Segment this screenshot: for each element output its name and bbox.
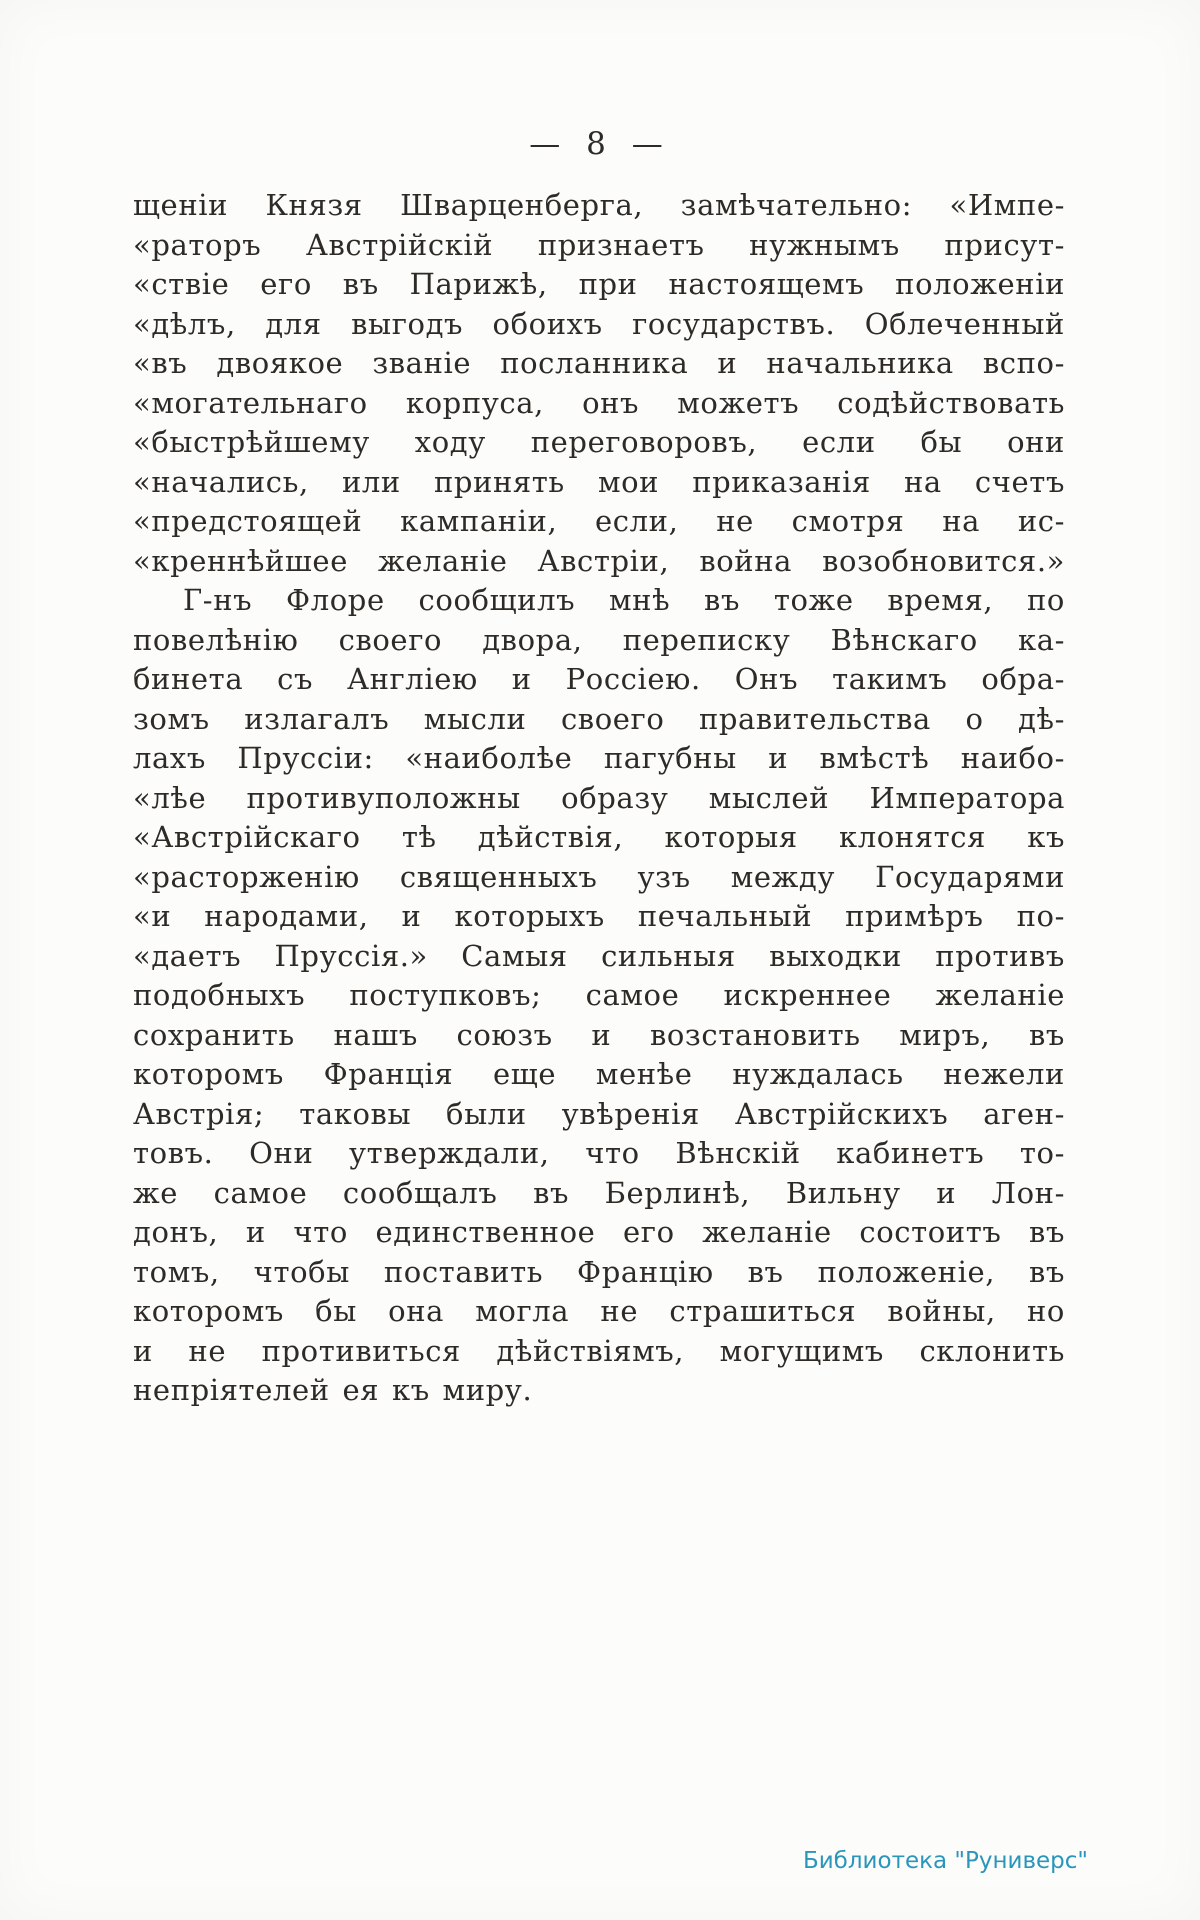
text-line: Австрія; таковы были увѣренія Австрійскихъ аген- [133, 1096, 1065, 1131]
text-line: бинета съ Англіею и Россіею. Онъ такимъ обра- [133, 662, 1065, 696]
text-line: лахъ Пруссіи: «наиболѣе пагубны и вмѣстѣ наибо- [133, 741, 1065, 775]
text-line: «даетъ Пруссія.» Самыя сильныя выходки противъ [133, 938, 1065, 973]
text-line: «ствіе его въ Парижѣ, при настоящемъ положеніи [133, 267, 1065, 301]
paragraph-main [133, 581, 1065, 1411]
paragraph-quote [133, 186, 1065, 581]
text-line: щеніи Князя Шварценберга, замѣчательно: «Импе- [133, 188, 1065, 222]
text-line: подобныхъ поступковъ; самое искреннее желаніе [133, 978, 1065, 1012]
text-line: томъ, чтобы поставить Францію въ положеніе, въ [133, 1254, 1065, 1289]
text-line: «начались, или принять мои приказанія на счетъ [133, 464, 1065, 499]
text-line: «дѣлъ, для выгодъ обоихъ государствъ. Облеченный [133, 306, 1065, 341]
body-text [133, 186, 1065, 1411]
text-line: зомъ излагалъ мысли своего правительства о дѣ- [133, 701, 1065, 736]
library-watermark: Библиотека "Руниверс" [802, 1848, 1088, 1874]
text-line: «расторженію священныхъ узъ между Государями [133, 859, 1065, 894]
text-line: Г-нъ Флоре сообщилъ мнѣ въ тоже время, по [183, 583, 1065, 617]
text-line: непріятелей ея къ миру. [133, 1373, 533, 1407]
text-line: «Австрійскаго тѣ дѣйствія, которыя клонятся къ [133, 820, 1065, 854]
text-line: и не противиться дѣйствіямъ, могущимъ склонить [133, 1333, 1065, 1368]
text-line: которомъ Франція еще менѣе нуждалась нежели [133, 1057, 1065, 1091]
text-line: «предстоящей кампаніи, если, не смотря на ис- [133, 504, 1065, 538]
text-line: «быстрѣйшему ходу переговоровъ, если бы они [133, 425, 1065, 459]
text-line: донъ, и что единственное его желаніе состоитъ въ [133, 1215, 1065, 1249]
text-line: которомъ бы она могла не страшиться войны, но [133, 1294, 1065, 1328]
text-line: «въ двоякое званіе посланника и начальника вспо- [133, 346, 1065, 380]
text-line: товъ. Они утверждали, что Вѣнскій кабинетъ то- [133, 1136, 1065, 1170]
text-line: же самое сообщалъ въ Берлинѣ, Вильну и Лон- [133, 1175, 1065, 1210]
page-number-header: — 8 — [529, 126, 671, 162]
text-line: «креннѣйшее желаніе Австріи, война возобновится.» [133, 543, 1065, 578]
text-line: «и народами, и которыхъ печальный примѣръ по- [133, 899, 1065, 933]
text-line: «лѣе противуположны образу мыслей Императора [133, 780, 1065, 815]
text-line: «могательнаго корпуса, онъ можетъ содѣйствовать [133, 385, 1065, 420]
text-line: сохранить нашъ союзъ и возстановить миръ, въ [133, 1017, 1065, 1052]
text-line: «раторъ Австрійскій признаетъ нужнымъ присут- [133, 227, 1065, 262]
text-line: повелѣнію своего двора, переписку Вѣнскаго ка- [133, 622, 1065, 657]
